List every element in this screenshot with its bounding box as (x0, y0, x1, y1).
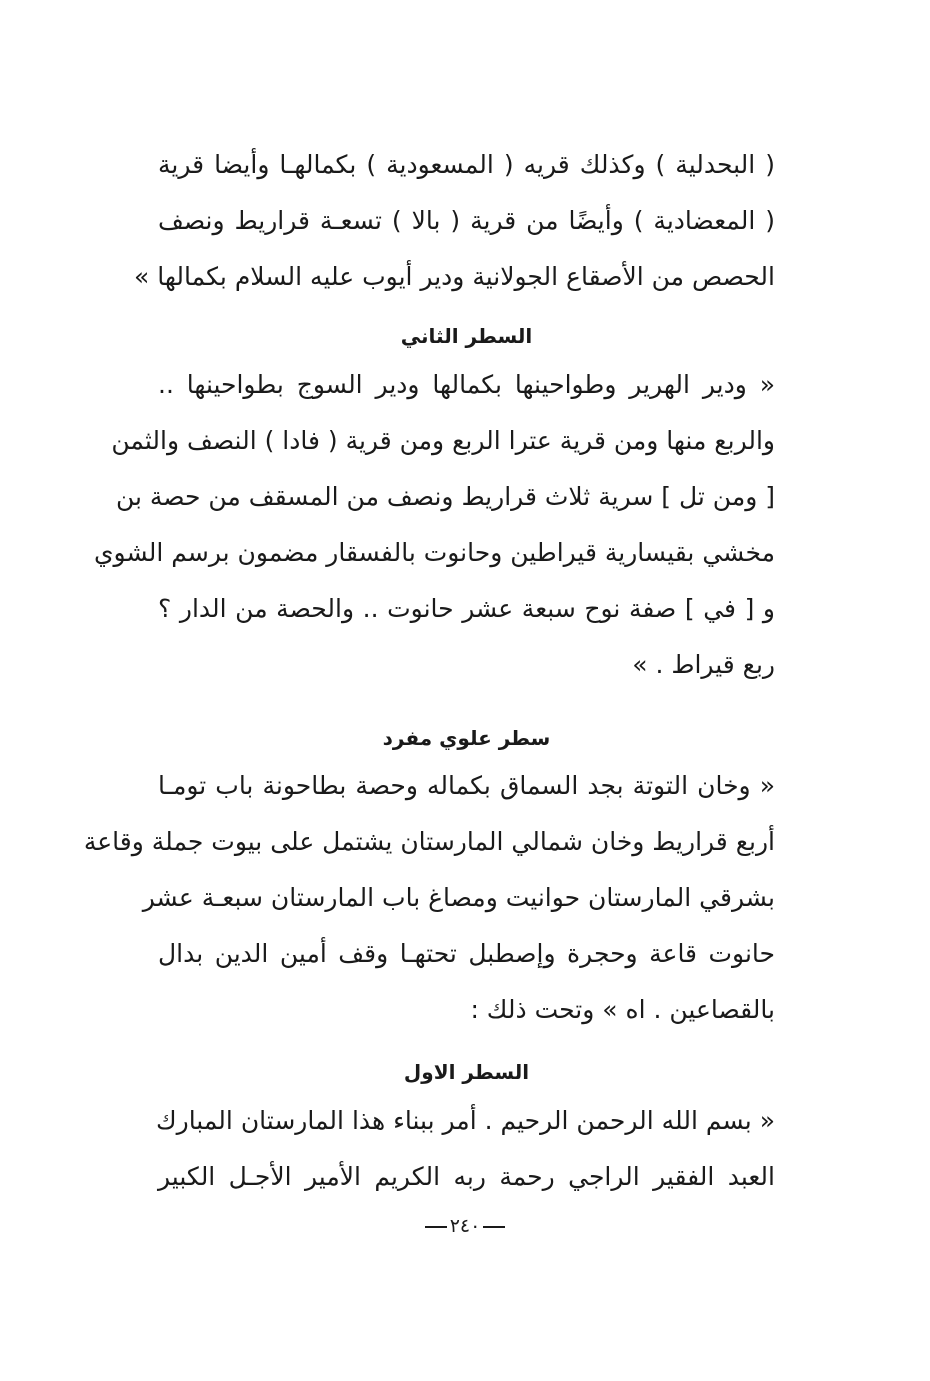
section-heading: السطر الثاني (400, 324, 533, 348)
text-line: ( البحدلية ) وكذلك قريه ( المسعودية ) بكمالهـا وأيضا قرية (158, 150, 775, 179)
page-number: ٢٤٠ (449, 1215, 481, 1237)
text-line: و [ في ] صفة نوح سبعة عشر حانوت .. والحصة من الدار ؟ (158, 594, 775, 623)
text-line: حانوت قاعة وحجرة وإصطبل تحتهـا وقف أمين الدين بدال (158, 939, 775, 968)
text-line: « بسم الله الرحمن الرحيم . أمر ببناء هذا المارستان المبارك (156, 1106, 775, 1135)
paragraph-3 (83, 758, 775, 1038)
text-line: [ ومن تل ] سرية ثلاث قراريط ونصف من المسقف من حصة بن (115, 482, 775, 511)
text-line: ( المعضادية ) وأيضًا من قرية ( بالا ) تسعـة قراريط ونصف (158, 206, 775, 235)
section-heading: السطر الاول (403, 1060, 530, 1084)
section-heading-first-line (158, 1050, 775, 1094)
text-line: الحصص من الأصقاع الجولانية ودير أيوب عليه السلام بكمالها » (134, 262, 775, 291)
dash-decoration (425, 1226, 447, 1228)
section-heading: سطر علوي مفرد (382, 726, 551, 750)
text-line: بشرقي المارستان حوانيت ومصاغ باب المارستان سبعـة عشر (142, 883, 775, 912)
text-line: بالقصاعين . اه » وتحت ذلك : (470, 995, 775, 1024)
text-line: مخشي بقيسارية قيراطين وحانوت بالفسقار مضمون برسم الشوي (93, 538, 775, 567)
text-line: العبد الفقير الراجي رحمة ربه الكريم الأمير الأجـل الكبير (158, 1162, 775, 1191)
section-heading-single-upper-line (158, 716, 775, 760)
text-line: والربع منها ومن قرية عترا الربع ومن قرية ( فادا ) النصف والثمن (111, 426, 775, 455)
dash-decoration (483, 1226, 505, 1228)
text-line: « ودير الهرير وطواحينها بكمالها ودير السوج بطواحينها .. (158, 370, 775, 399)
text-line: ربع قيراط . » (632, 650, 775, 679)
paragraph-2 (93, 357, 775, 693)
section-heading-second-line (158, 314, 775, 358)
paragraph-4 (158, 1093, 775, 1205)
text-line: « وخان التوتة بجد السماق بكماله وحصة بطاحونة باب تومـا (158, 771, 775, 800)
paragraph-1 (134, 137, 775, 305)
text-line: أربع قراريط وخان شمالي المارستان يشتمل على بيوت جملة وقاعة (83, 827, 775, 856)
page-number-footer (0, 1215, 930, 1237)
